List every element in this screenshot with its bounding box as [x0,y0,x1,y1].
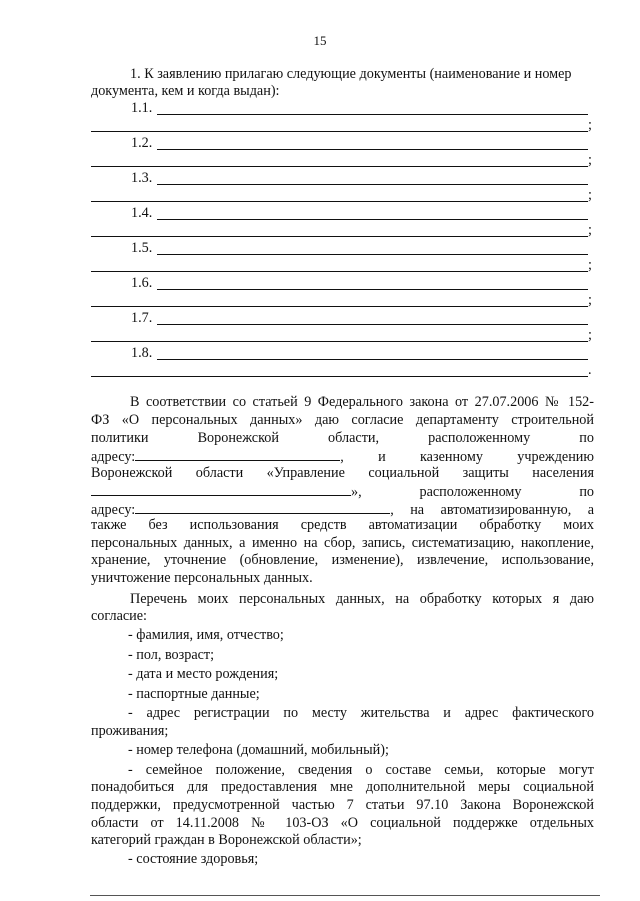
address-label-2: адресу: [91,502,136,518]
consent-line-10: хранение, уточнение (обновление, изменение), извлечение, использование, [91,552,594,568]
consent-line-3: политики Воронежской области, расположенному по [91,430,594,446]
attachment-item-end: ; [588,292,592,308]
attachment-item-label: 1.6. [131,275,153,291]
attachment-input-line-2[interactable] [91,271,588,272]
consent-line-8: также без использования средств автоматизации обработку моих [91,517,594,533]
attachment-item-label: 1.2. [131,135,153,151]
attachment-item-label: 1.5. [131,240,153,256]
attachment-input-line[interactable] [157,324,588,325]
attachment-item-end: ; [588,117,592,133]
attachment-item-label: 1.1. [131,100,153,116]
consent-line-6-end: расположенному по [419,484,595,500]
consent-line-4-end: , и казенному учреждению [340,449,594,465]
attachment-item-end: ; [588,327,592,343]
attachment-input-line-2[interactable] [91,166,588,167]
address-label: адресу: [91,449,136,465]
attachment-item-end: ; [588,257,592,273]
attachment-item-label: 1.7. [131,310,153,326]
list-item-cont: поддержки, предусмотренной частью 7 статьи 97.10 Закона Воронежской [91,797,594,813]
list-item: - фамилия, имя, отчество; [128,627,284,643]
attachment-input-line[interactable] [157,219,588,220]
attachment-input-line[interactable] [157,149,588,150]
attachment-item-end: ; [588,222,592,238]
list-item-cont: понадобиться для предоставления мне дополнительной меры социальной [91,779,594,795]
list-item: - адрес регистрации по месту жительства и адрес фактического [128,705,594,721]
attachments-intro-line-1: 1. К заявлению прилагаю следующие документы (наименование и номер [130,66,572,82]
attachment-item-label: 1.4. [131,205,153,221]
page-bottom-rule [90,895,600,896]
consent-line-11: уничтожение персональных данных. [91,570,313,586]
list-item: - номер телефона (домашний, мобильный); [128,742,389,758]
attachment-input-line-2[interactable] [91,201,588,202]
attachment-input-line[interactable] [157,289,588,290]
consent-line-1: В соответствии со статьей 9 Федерального закона от 27.07.2006 № 152- [130,394,594,410]
attachment-input-line[interactable] [157,359,588,360]
list-item: - семейное положение, сведения о составе семьи, которые могут [128,762,594,778]
address-field-1[interactable] [135,447,340,461]
institution-name-field[interactable] [91,482,351,496]
attachment-item-end: ; [588,187,592,203]
attachment-item-end: ; [588,152,592,168]
attachment-input-line-2[interactable] [91,306,588,307]
attachment-input-line-2[interactable] [91,341,588,342]
consent-line-7-end: , на автоматизированную, а [390,502,594,518]
attachment-input-line-2[interactable] [91,236,588,237]
list-item: - дата и место рождения; [128,666,279,682]
list-item: - паспортные данные; [128,686,260,702]
consent-line-5: Воронежской области «Управление социальной защиты населения [91,465,594,481]
page-number: 15 [313,33,327,48]
list-item-cont: области от 14.11.2008 № 103-ОЗ «О социальной поддержке отдельных [91,815,594,831]
consent-line-6-quote: », [351,484,362,500]
consent-line-9: персональных данных, а именно на сбор, запись, систематизацию, накопление, [91,535,594,551]
data-list-intro-1: Перечень моих персональных данных, на обработку которых я даю [130,591,594,607]
attachment-input-line[interactable] [157,254,588,255]
address-field-2[interactable] [135,500,390,514]
data-list-intro-2: согласие: [91,608,147,624]
attachment-item-end: . [588,362,592,378]
list-item: - состояние здоровья; [128,851,259,867]
attachment-input-line[interactable] [157,184,588,185]
attachments-intro-line-2: документа, кем и когда выдан): [91,83,280,99]
attachment-item-label: 1.8. [131,345,153,361]
list-item-cont: категорий граждан в Воронежской области»; [91,832,362,848]
list-item-cont: проживания; [91,723,169,739]
attachment-input-line-2[interactable] [91,131,588,132]
attachment-input-line[interactable] [157,114,588,115]
consent-line-6 [91,482,594,501]
attachment-item-label: 1.3. [131,170,153,186]
consent-line-2: ФЗ «О персональных данных» даю согласие департаменту строительной [91,412,594,428]
list-item: - пол, возраст; [128,647,215,663]
attachment-input-line-2[interactable] [91,376,588,377]
consent-line-4 [91,447,594,466]
